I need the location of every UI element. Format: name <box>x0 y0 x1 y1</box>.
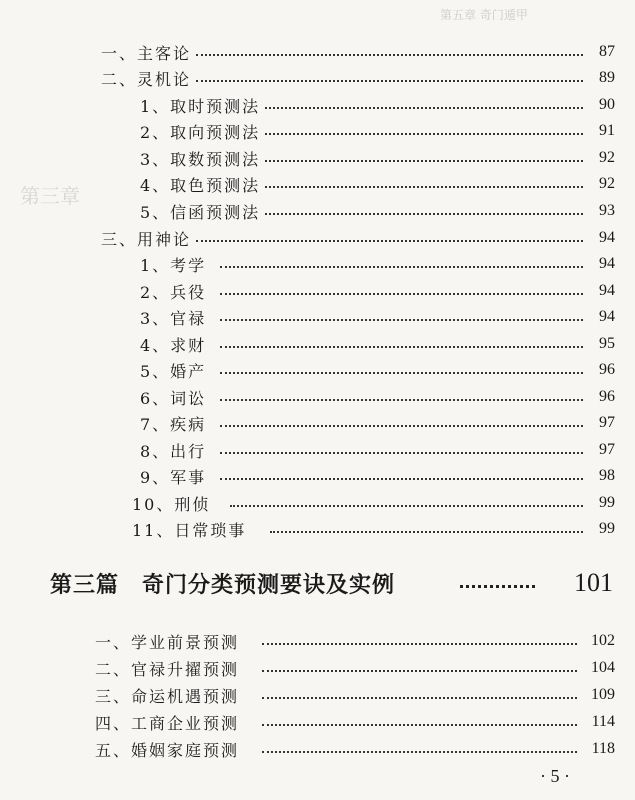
toc-entry <box>0 332 635 356</box>
toc-entry-page: 97 <box>599 441 615 458</box>
dot-leader <box>265 160 583 162</box>
toc-entry-label: 3、取数预测法 <box>140 149 261 169</box>
toc-entry-label: 三、命运机遇预测 <box>95 686 240 706</box>
dot-leader <box>220 293 583 295</box>
toc-entry-page: 96 <box>599 388 615 405</box>
toc-entry-label: 5、婚产 <box>140 361 207 381</box>
part-heading-page: 101 <box>574 568 613 597</box>
footer-page-number: · 5 · <box>540 766 570 786</box>
toc-entry <box>0 252 635 276</box>
dot-leader <box>262 751 577 753</box>
toc-entry-label: 4、取色预测法 <box>140 175 261 195</box>
toc-entry-label: 2、兵役 <box>140 282 207 302</box>
dot-leader <box>220 425 583 427</box>
toc-entry-label: 6、词讼 <box>140 388 207 408</box>
toc-entry-label: 7、疾病 <box>140 414 207 434</box>
dot-leader <box>220 372 583 374</box>
toc-entry-page: 90 <box>599 96 615 113</box>
toc-entry-page: 94 <box>599 308 615 325</box>
toc-entry-page: 99 <box>599 494 615 511</box>
dot-leader <box>220 266 583 268</box>
toc-entry-label: 二、官禄升擢预测 <box>95 659 240 679</box>
dot-leader <box>220 478 583 480</box>
toc-entry-label: 一、学业前景预测 <box>95 632 240 652</box>
toc-entry <box>0 438 635 462</box>
toc-entry <box>0 279 635 303</box>
toc-entry <box>0 385 635 409</box>
dot-leader <box>265 186 583 188</box>
toc-entry-page: 92 <box>599 175 615 192</box>
toc-entry-label: 3、官禄 <box>140 308 207 328</box>
toc-entry-label: 五、婚姻家庭预测 <box>95 740 240 760</box>
toc-entry-label: 四、工商企业预测 <box>95 713 240 733</box>
toc-entry-label: 10、刑侦 <box>132 494 211 514</box>
toc-entry-page: 91 <box>599 122 615 139</box>
toc-entry-page: 87 <box>599 43 615 60</box>
toc-entry-label: 一、主客论 <box>101 43 192 63</box>
dot-leader <box>196 240 583 242</box>
dot-leader <box>230 505 583 507</box>
dot-leader <box>262 724 577 726</box>
toc-entry-page: 118 <box>591 740 615 757</box>
toc-entry-page: 109 <box>591 686 615 703</box>
dot-leader <box>220 319 583 321</box>
toc-entry <box>0 411 635 435</box>
toc-entry <box>0 464 635 488</box>
toc-entry-label: 11、日常琐事 <box>132 520 247 540</box>
toc-entry <box>0 93 635 117</box>
toc-entry-label: 1、取时预测法 <box>140 96 261 116</box>
dot-leader <box>220 346 583 348</box>
toc-entry-page: 94 <box>599 255 615 272</box>
toc-entry <box>0 40 635 64</box>
toc-entry <box>0 683 635 707</box>
dot-leader <box>220 399 583 401</box>
toc-entry-page: 94 <box>599 282 615 299</box>
dot-leader <box>460 585 535 588</box>
toc-entry-page: 94 <box>599 229 615 246</box>
part-heading-label: 第三篇 奇门分类预测要诀及实例 <box>50 572 396 598</box>
toc-entry-page: 97 <box>599 414 615 431</box>
toc-entry <box>0 737 635 761</box>
toc-entry <box>0 710 635 734</box>
toc-entry-page: 96 <box>599 361 615 378</box>
part-heading <box>0 566 635 600</box>
toc-entry-page: 95 <box>599 335 615 352</box>
dot-leader <box>196 80 583 82</box>
toc-entry <box>0 517 635 541</box>
toc-entry-page: 99 <box>599 520 615 537</box>
toc-entry-page: 104 <box>591 659 615 676</box>
toc-entry-page: 98 <box>599 467 615 484</box>
dot-leader <box>220 452 583 454</box>
toc-entry <box>0 199 635 223</box>
toc-entry <box>0 491 635 515</box>
toc-entry <box>0 146 635 170</box>
toc-entry-page: 93 <box>599 202 615 219</box>
toc-entry-label: 9、军事 <box>140 467 207 487</box>
toc-entry <box>0 66 635 90</box>
toc-entry-label: 二、灵机论 <box>101 69 192 89</box>
dot-leader <box>265 107 583 109</box>
toc-page: 第五章 奇门遁甲 第三章 一、主客论 87 二、灵机论 89 1、取时预测法 90 2、取向预测法 91 3、取数预测法 92 4、取色预测法 92 5、信函预测法 93 三、用神论 94 1、考学 94 2、兵役 94 3、官禄 94 4、求财 95 5、婚产 96 6、词讼 96 7、疾病 97 8、出行 97 9、军事 98 10、刑侦 99 11、日常琐事 99 第三篇 奇门分类预测要诀及实例 101 一、学业前景预测 102 二、官禄升擢预测 104 三、命运机遇预测 109 四、工商企业预测 114 五、婚姻家庭预测 118 · 5 · <box>0 0 635 800</box>
toc-entry-label: 5、信函预测法 <box>140 202 261 222</box>
toc-entry-page: 92 <box>599 149 615 166</box>
dot-leader <box>262 670 577 672</box>
toc-entry-label: 8、出行 <box>140 441 207 461</box>
dot-leader <box>196 54 583 56</box>
dot-leader <box>265 133 583 135</box>
toc-entry-label: 三、用神论 <box>101 229 192 249</box>
toc-entry-label: 1、考学 <box>140 255 207 275</box>
toc-entry <box>0 226 635 250</box>
toc-entry-page: 114 <box>591 713 615 730</box>
toc-entry <box>0 119 635 143</box>
toc-entry-label: 4、求财 <box>140 335 207 355</box>
toc-entry <box>0 305 635 329</box>
toc-entry <box>0 656 635 680</box>
toc-entry-page: 102 <box>591 632 615 649</box>
dot-leader <box>265 213 583 215</box>
toc-entry-page: 89 <box>599 69 615 86</box>
toc-entry <box>0 358 635 382</box>
toc-entry <box>0 172 635 196</box>
dot-leader <box>270 531 583 533</box>
dot-leader <box>262 643 577 645</box>
dot-leader <box>262 697 577 699</box>
toc-entry-label: 2、取向预测法 <box>140 122 261 142</box>
toc-entry <box>0 629 635 653</box>
